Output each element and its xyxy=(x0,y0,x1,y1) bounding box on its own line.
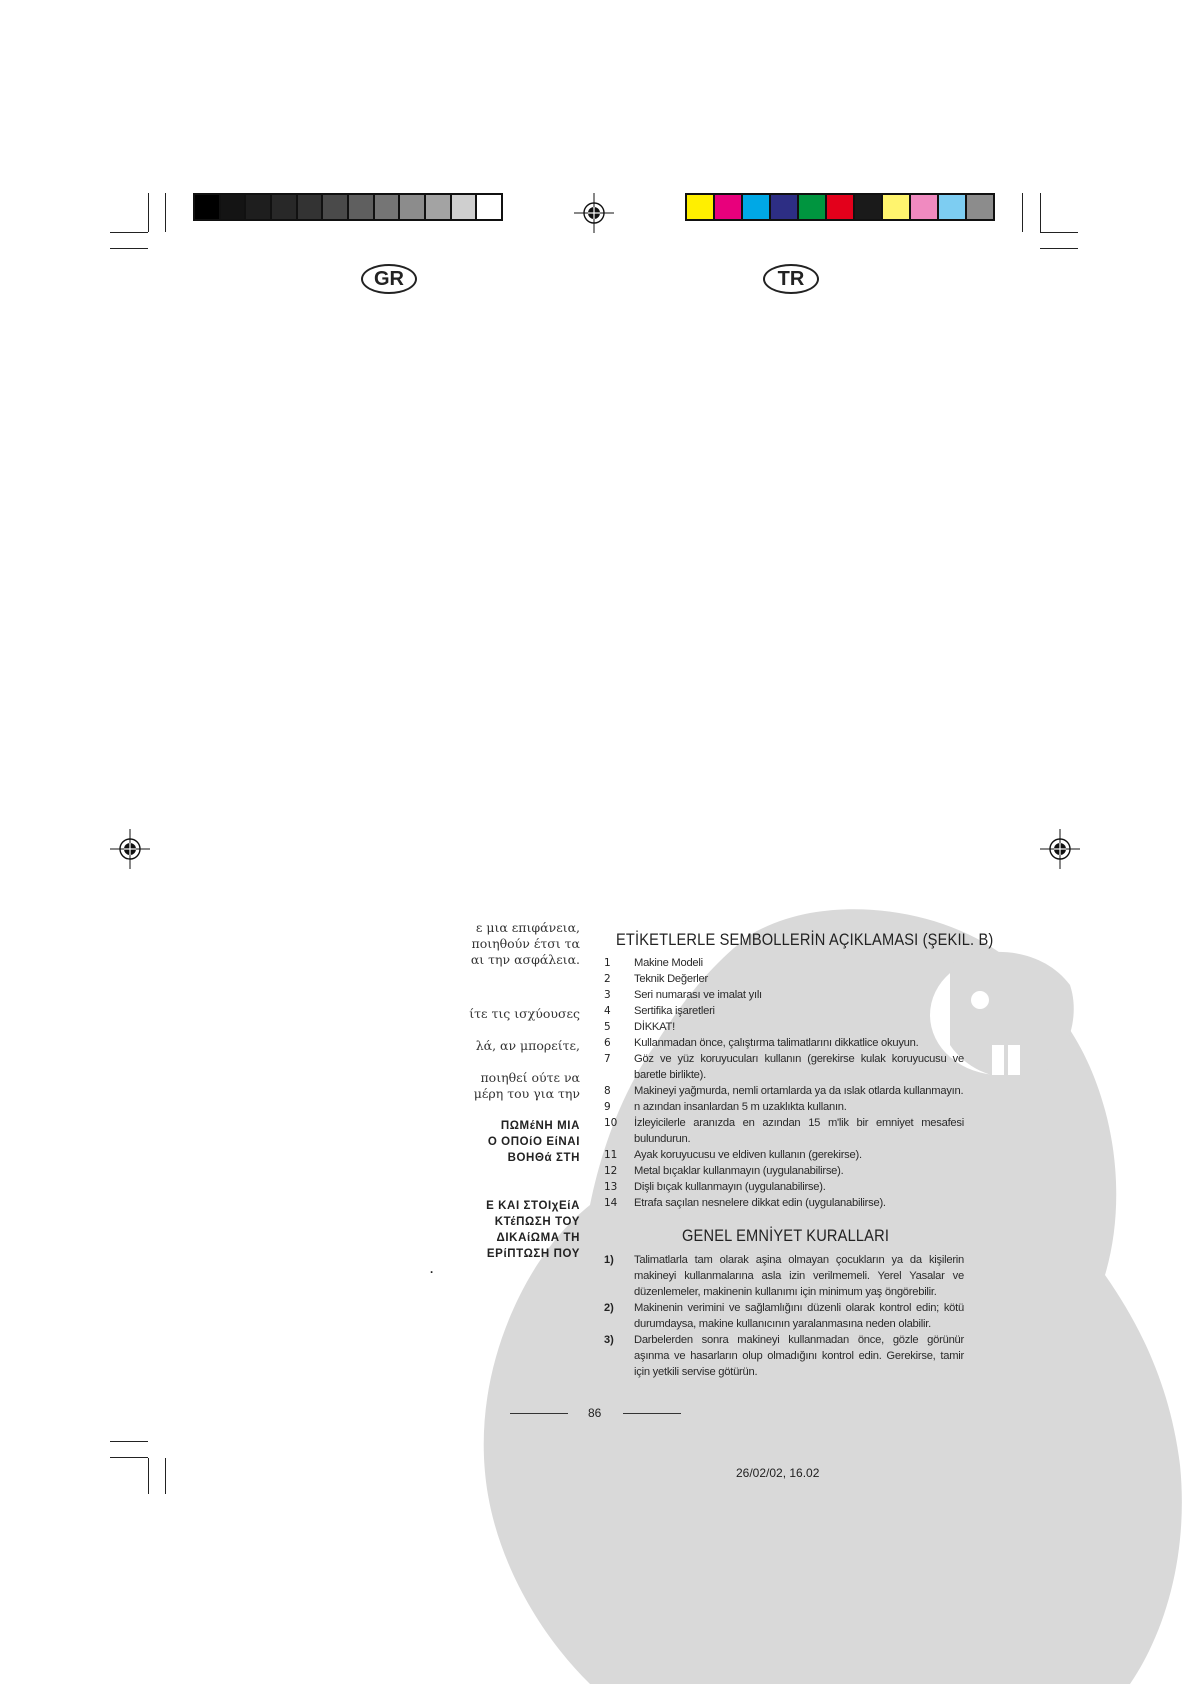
rule-item xyxy=(604,1252,964,1300)
label-item xyxy=(604,987,964,1003)
gray-color-bar xyxy=(193,193,503,221)
label-number: 7 xyxy=(604,1053,611,1065)
label-text: Göz ve yüz koruyucuları kullanın (gerekirse kulak koruyucusu ve baretle birlikte). xyxy=(634,1053,964,1081)
symbol-labels-list xyxy=(604,955,964,1211)
label-number: 10 xyxy=(604,1117,618,1129)
label-text: İzleyicilerle aranızda en azından 15 m'lik bir emniyet mesafesi bulundurun. xyxy=(634,1117,964,1145)
color-swatch xyxy=(967,195,993,219)
color-swatch xyxy=(298,195,324,219)
color-swatch xyxy=(375,195,401,219)
label-text: Seri numarası ve imalat yılı xyxy=(634,989,762,1001)
crop-mark xyxy=(1040,232,1078,233)
greek-text-line: ποιηθεί ούτε να xyxy=(480,1070,580,1085)
label-number: 13 xyxy=(604,1181,618,1193)
label-item xyxy=(604,1179,964,1195)
greek-bold-line: Ε ΚΑΙ ΣΤΟΙχΕίΑ xyxy=(486,1200,580,1212)
rule-text: Darbelerden sonra makineyi kullanmadan önce, gözle görünür aşınma ve hasarların olup olmadığını kontrol edin. Gerekirse, tamir için yetkili servise götürün. xyxy=(634,1334,964,1378)
label-number: 2 xyxy=(604,973,611,985)
page-number: 86 xyxy=(588,1406,602,1420)
footer-rule-left xyxy=(510,1413,568,1414)
crop-mark xyxy=(165,193,166,232)
greek-text-line: ποιηθούν έτσι τα xyxy=(471,936,580,951)
label-number: 6 xyxy=(604,1037,611,1049)
label-item xyxy=(604,1195,964,1211)
color-swatch xyxy=(221,195,247,219)
label-item xyxy=(604,1035,964,1051)
color-swatch xyxy=(195,195,221,219)
label-number: 5 xyxy=(604,1021,611,1033)
color-swatch xyxy=(939,195,967,219)
print-timestamp: 26/02/02, 16.02 xyxy=(736,1466,820,1480)
crop-mark xyxy=(110,232,148,233)
footer-rule-right xyxy=(623,1413,681,1414)
greek-bold-line: ΒΟΗΘά ΣΤΗ xyxy=(507,1152,580,1164)
label-number: 12 xyxy=(604,1165,618,1177)
rule-number: 1) xyxy=(604,1254,614,1266)
process-color-bar xyxy=(685,193,995,221)
label-item xyxy=(604,1019,964,1035)
greek-bold-line: ΔΙΚΑίΩΜΑ ΤΗ xyxy=(496,1232,580,1244)
label-item xyxy=(604,1083,964,1099)
crop-mark xyxy=(1040,248,1078,249)
greek-text-line: μέρη του για την xyxy=(473,1086,580,1101)
color-swatch xyxy=(911,195,939,219)
color-swatch xyxy=(323,195,349,219)
greek-text-line: ε μια επιφάνεια, xyxy=(475,920,580,935)
label-item xyxy=(604,1163,964,1179)
crop-mark xyxy=(148,1458,149,1494)
register-mark-icon xyxy=(110,829,150,869)
label-number: 4 xyxy=(604,1005,611,1017)
label-text: Teknik Değerler xyxy=(634,973,708,985)
color-swatch xyxy=(827,195,855,219)
label-text: Kullanmadan önce, çalıştırma talimatlarını dikkatlice okuyun. xyxy=(634,1037,919,1049)
color-swatch xyxy=(349,195,375,219)
register-mark-icon xyxy=(574,193,614,233)
labels-section-title: ETİKETLERLE SEMBOLLERİN AÇIKLAMASI (ŞEKIL. B) xyxy=(616,930,994,949)
rule-item xyxy=(604,1332,964,1380)
label-text: Sertifika işaretleri xyxy=(634,1005,715,1017)
label-number: 9 xyxy=(604,1101,611,1113)
color-swatch xyxy=(743,195,771,219)
color-swatch xyxy=(771,195,799,219)
crop-mark xyxy=(1022,193,1023,232)
label-text: Makineyi yağmurda, nemli ortamlarda ya da ıslak otlarda kullanmayın. xyxy=(634,1085,964,1097)
greek-text-line: λά, αν μπορείτε, xyxy=(475,1038,580,1053)
label-text: Dişli bıçak kullanmayın (uygulanabilirse). xyxy=(634,1181,826,1193)
rule-text: Makinenin verimini ve sağlamlığını düzenli olarak kontrol edin; kötü durumdaysa, makine kullanıcının yaralanmasına neden olabilir. xyxy=(634,1302,964,1330)
crop-mark xyxy=(110,248,148,249)
label-text: Metal bıçaklar kullanmayın (uygulanabilirse). xyxy=(634,1165,844,1177)
label-number: 8 xyxy=(604,1085,611,1097)
label-number: 1 xyxy=(604,957,611,969)
language-badge-gr: GR xyxy=(361,264,417,294)
color-swatch xyxy=(477,195,501,219)
greek-bold-line: ΚΤέΠΩΣΗ ΤΟΥ xyxy=(494,1216,580,1228)
language-badge-tr: TR xyxy=(763,264,819,294)
color-swatch xyxy=(246,195,272,219)
safety-rules-list xyxy=(604,1252,964,1380)
label-item xyxy=(604,1147,964,1163)
color-swatch xyxy=(400,195,426,219)
greek-bold-line: ΕΡίΠΤΩΣΗ ΠΟΥ xyxy=(486,1248,580,1260)
color-swatch xyxy=(715,195,743,219)
label-text: Etrafa saçılan nesnelere dikkat edin (uygulanabilirse). xyxy=(634,1197,886,1209)
color-swatch xyxy=(855,195,883,219)
label-number: 3 xyxy=(604,989,611,1001)
crop-mark xyxy=(165,1458,166,1494)
color-swatch xyxy=(883,195,911,219)
label-item xyxy=(604,1003,964,1019)
rule-text: Talimatlarla tam olarak aşina olmayan çocukların ya da kişilerin makineyi kullanmalarına asla izin verilmemeli. Yerel Yasalar ve düzenlemeler, makinenin kullanımı için minimum yaş öngörebilir. xyxy=(634,1254,964,1298)
rule-number: 2) xyxy=(604,1302,614,1314)
register-mark-icon xyxy=(1040,829,1080,869)
label-text: n azından insanlardan 5 m uzaklıkta kullanın. xyxy=(634,1101,847,1113)
color-swatch xyxy=(452,195,478,219)
greek-text-line: αι την ασφάλεια. xyxy=(470,952,580,967)
crop-mark xyxy=(148,193,149,232)
label-item xyxy=(604,1099,964,1115)
color-swatch xyxy=(799,195,827,219)
label-text: Makine Modeli xyxy=(634,957,703,969)
label-item xyxy=(604,955,964,971)
greek-bold-line: Ο ΟΠΟίΟ ΕίΝΑΙ xyxy=(487,1136,580,1148)
rule-number: 3) xyxy=(604,1334,614,1346)
label-text: DİKKAT! xyxy=(634,1021,675,1033)
crop-mark xyxy=(110,1457,148,1458)
label-number: 14 xyxy=(604,1197,618,1209)
crop-mark xyxy=(1040,193,1041,232)
greek-text-line: ίτε τις ισχύουσες xyxy=(469,1006,580,1021)
color-swatch xyxy=(272,195,298,219)
safety-rules-title: GENEL EMNİYET KURALLARI xyxy=(682,1226,890,1245)
greek-bold-line: ΠΩΜέΝΗ ΜΙΑ xyxy=(500,1120,580,1132)
label-item xyxy=(604,1115,964,1147)
label-number: 11 xyxy=(604,1149,618,1161)
rule-item xyxy=(604,1300,964,1332)
label-text: Ayak koruyucusu ve eldiven kullanın (gerekirse). xyxy=(634,1149,862,1161)
label-item xyxy=(604,971,964,987)
color-swatch xyxy=(426,195,452,219)
color-swatch xyxy=(687,195,715,219)
crop-mark xyxy=(110,1441,148,1442)
greek-bold-line: . xyxy=(430,1264,434,1276)
label-item xyxy=(604,1051,964,1083)
